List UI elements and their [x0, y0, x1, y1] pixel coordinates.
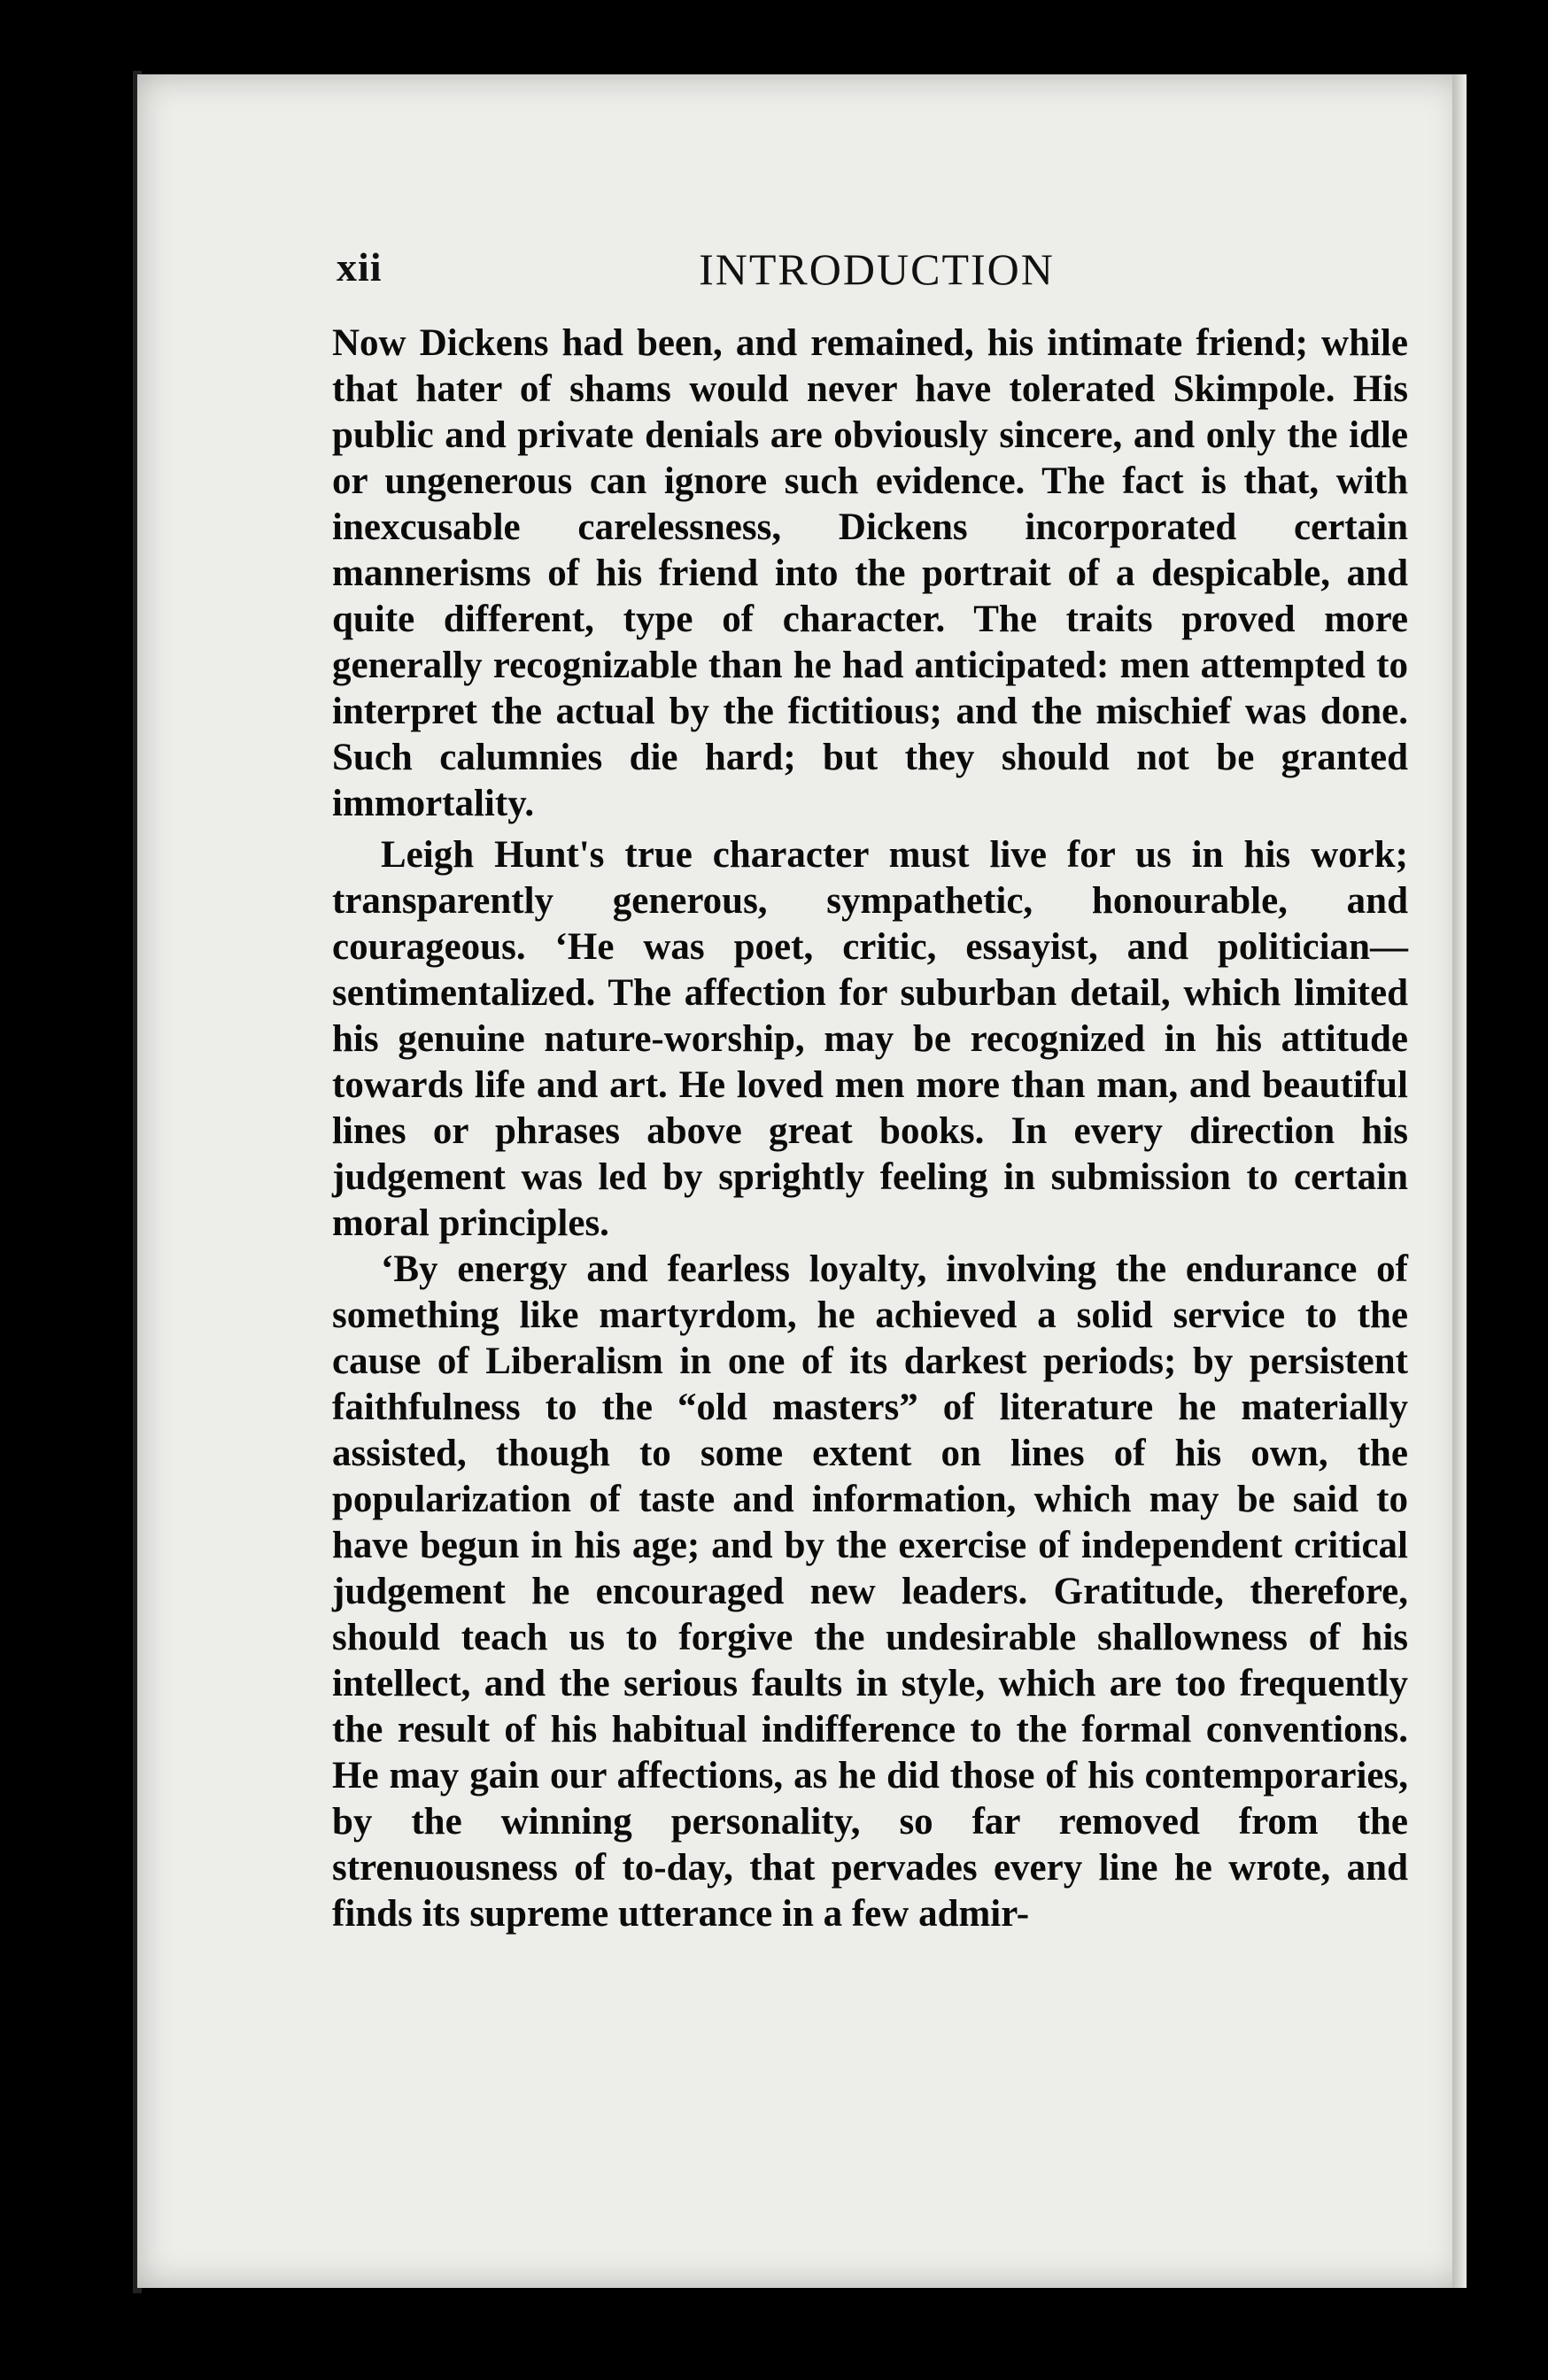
paragraph-3: ‘By energy and fearless loyalty, involving the endurance of something like martyrdom, he achieved a solid service to the cause of Liberalism in one of its darkest periods; by persistent faithfulness to the “old masters” of literature he materially assisted, though to some extent on lines of his own, the popularization of taste and information, which may be said to have begun in his age; and by the exercise of independent critical judgement he encouraged new leaders. Gratitude, therefore, should teach us to forgive the undesirable shallowness of his intellect, and the serious faults in style, which are too frequently the result of his habitual indifference to the formal conventions. He may gain our affections, as he did those of his contemporaries, by the winning personality, so far removed from the strenuousness of to-day, that pervades every line he wrote, and finds its supreme utterance in a few admir- — [332, 1248, 1408, 1935]
page-number: xii — [337, 244, 383, 290]
paragraph-2: Leigh Hunt's true character must live for us in his work; transparently generous, sympathetic, honourable, and courageous. ‘He was poet, critic, essayist, and politician—sentimentalized. The affection for suburban detail, which limited his genuine nature-worship, may be recognized in his attitude towards life and art. He loved men more than man, and beautiful lines or phrases above great books. In every direction his judgement was led by sprightly feeling in submission to certain moral principles. — [332, 834, 1408, 1244]
page-edge-right — [1452, 74, 1467, 2288]
page-header — [337, 243, 1417, 305]
body-text — [332, 321, 1408, 1937]
paragraph-1: Now Dickens had been, and remained, his intimate friend; while that hater of shams would never have tolerated Skimpole. His public and private denials are obviously sincere, and only the idle or ungenerous can ignore such evidence. The fact is that, with inexcusable carelessness, Dickens incorporated certain mannerisms of his friend into the portrait of a despicable, and quite different, type of character. The traits proved more generally recognizable than he had anticipated: men attempted to interpret the actual by the fictitious; and the mischief was done. Such calumnies die hard; but they should not be granted immortality. — [332, 322, 1408, 824]
running-head: INTRODUCTION — [699, 244, 1055, 294]
